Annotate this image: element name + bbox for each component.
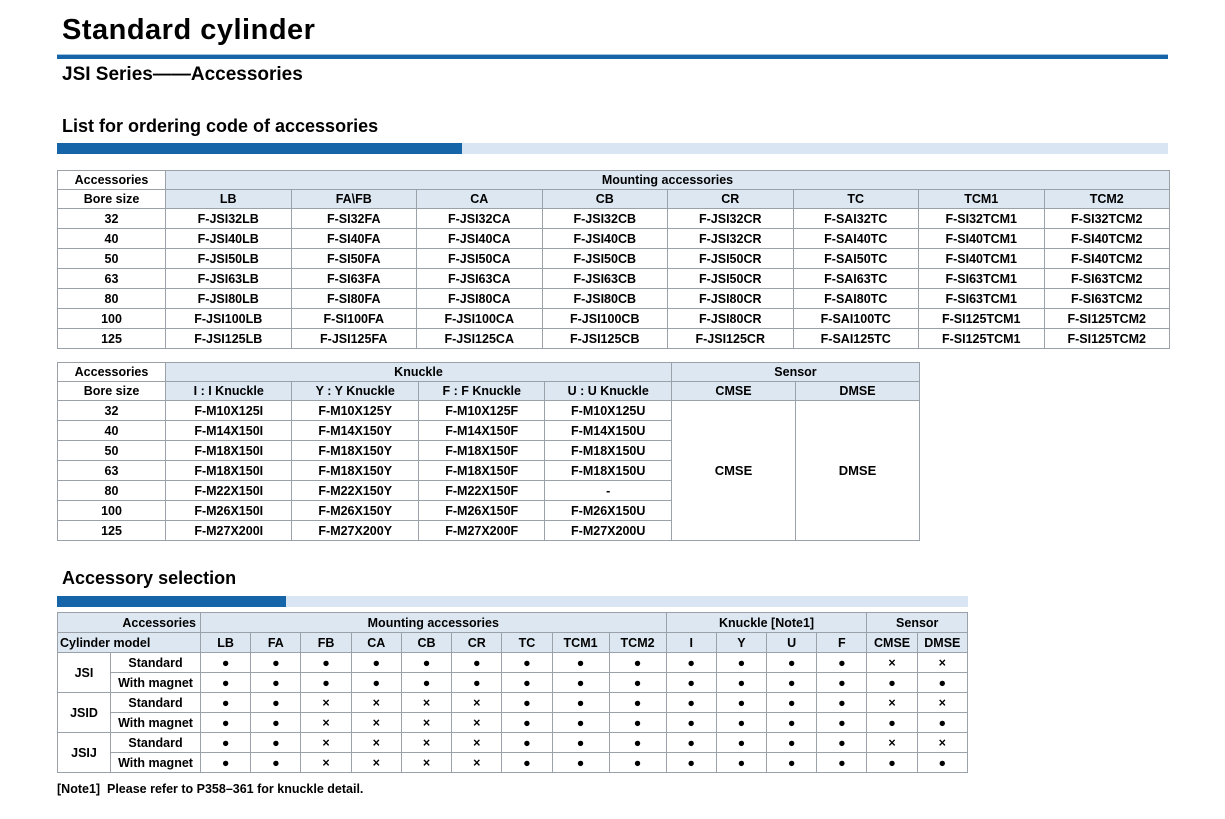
order-code-cell: F-SAI80TC — [793, 289, 919, 309]
order-code-cell: F-SI40TCM2 — [1044, 249, 1170, 269]
order-code-cell: F-SI40FA — [291, 229, 417, 249]
column-header: CB — [401, 633, 451, 653]
order-code-cell: F-M27X200Y — [292, 521, 418, 541]
availability-mark-cell: ● — [552, 733, 609, 753]
order-code-cell: F-M14X150F — [418, 421, 544, 441]
bore-size-cell: 63 — [58, 269, 166, 289]
footnote: [Note1] Please refer to P358–361 for knuckle detail. — [57, 782, 364, 796]
availability-mark-cell: × — [301, 693, 351, 713]
page-title: Standard cylinder — [62, 14, 316, 46]
availability-mark-cell: ● — [251, 733, 301, 753]
column-header: U — [767, 633, 817, 653]
column-header-row — [58, 382, 920, 401]
order-code-cell: F-JSI100LB — [166, 309, 292, 329]
availability-mark-cell: × — [452, 753, 502, 773]
order-code-cell: F-JSI32CB — [542, 209, 668, 229]
corner-accessories-label: Accessories — [58, 613, 201, 633]
table-row — [58, 329, 1170, 349]
order-code-cell: F-JSI50LB — [166, 249, 292, 269]
availability-mark-cell: ● — [201, 753, 251, 773]
order-code-cell: F-M18X150F — [418, 461, 544, 481]
order-code-cell: F-SI63TCM1 — [919, 269, 1045, 289]
column-header: TCM2 — [1044, 190, 1170, 209]
order-code-cell: F-JSI50CR — [668, 269, 794, 289]
order-code-cell: F-JSI50CA — [417, 249, 543, 269]
column-header: LB — [166, 190, 292, 209]
column-header: LB — [201, 633, 251, 653]
order-code-cell: F-SI32TCM2 — [1044, 209, 1170, 229]
column-header: CR — [452, 633, 502, 653]
order-code-cell: F-M14X150Y — [292, 421, 418, 441]
availability-mark-cell: ● — [716, 673, 766, 693]
variant-type-cell: With magnet — [111, 673, 201, 693]
table-row — [58, 309, 1170, 329]
order-code-cell: F-SI63TCM2 — [1044, 289, 1170, 309]
availability-mark-cell: ● — [767, 673, 817, 693]
order-code-cell: F-SI32FA — [291, 209, 417, 229]
bore-size-cell: 50 — [58, 441, 166, 461]
bore-size-cell: 100 — [58, 501, 166, 521]
availability-mark-cell: ● — [666, 753, 716, 773]
title-rule — [57, 54, 1168, 59]
knuckle-sensor-table — [57, 362, 920, 541]
order-code-cell: F-SI40TCM1 — [919, 229, 1045, 249]
order-code-cell: F-M18X150U — [545, 441, 672, 461]
availability-mark-cell: ● — [767, 733, 817, 753]
availability-mark-cell: ● — [609, 673, 666, 693]
variant-type-cell: Standard — [111, 693, 201, 713]
availability-mark-cell: ● — [502, 653, 552, 673]
table-row — [58, 753, 968, 773]
availability-mark-cell: ● — [716, 693, 766, 713]
sensor-dmse-cell: DMSE — [795, 401, 919, 541]
bore-size-cell: 100 — [58, 309, 166, 329]
availability-mark-cell: × — [301, 713, 351, 733]
table-row — [58, 229, 1170, 249]
column-header: U : U Knuckle — [545, 382, 672, 401]
table-row — [58, 673, 968, 693]
availability-mark-cell: ● — [917, 713, 967, 733]
column-header: CMSE — [671, 382, 795, 401]
variant-type-cell: With magnet — [111, 713, 201, 733]
bore-size-cell: 40 — [58, 229, 166, 249]
availability-mark-cell: × — [351, 693, 401, 713]
order-code-cell: F-M14X150I — [166, 421, 292, 441]
availability-mark-cell: × — [401, 713, 451, 733]
order-code-cell: F-SAI100TC — [793, 309, 919, 329]
corner-cylinder-model-label: Cylinder model — [58, 633, 201, 653]
order-code-cell: F-JSI40LB — [166, 229, 292, 249]
corner-accessories-label: Accessories — [58, 363, 166, 382]
availability-mark-cell: × — [351, 713, 401, 733]
availability-mark-cell: ● — [552, 753, 609, 773]
order-code-cell: F-JSI50CB — [542, 249, 668, 269]
availability-mark-cell: ● — [817, 713, 867, 733]
availability-mark-cell: ● — [351, 673, 401, 693]
column-header: TCM1 — [919, 190, 1045, 209]
availability-mark-cell: ● — [716, 753, 766, 773]
column-header: F : F Knuckle — [418, 382, 544, 401]
availability-mark-cell: ● — [917, 753, 967, 773]
column-header: DMSE — [795, 382, 919, 401]
bore-size-cell: 125 — [58, 521, 166, 541]
availability-mark-cell: × — [917, 653, 967, 673]
availability-mark-cell: × — [452, 713, 502, 733]
availability-mark-cell: ● — [401, 673, 451, 693]
availability-mark-cell: ● — [502, 753, 552, 773]
bore-size-cell: 32 — [58, 401, 166, 421]
availability-mark-cell: ● — [502, 713, 552, 733]
availability-mark-cell: ● — [716, 733, 766, 753]
column-header: FA — [251, 633, 301, 653]
bar-dark-segment — [57, 143, 462, 154]
order-code-cell: F-SI40TCM1 — [919, 249, 1045, 269]
sensor-group-header: Sensor — [671, 363, 919, 382]
order-code-cell: F-JSI125LB — [166, 329, 292, 349]
column-header: CMSE — [867, 633, 917, 653]
availability-mark-cell: ● — [716, 653, 766, 673]
availability-mark-cell: ● — [201, 653, 251, 673]
order-code-cell: F-M18X150Y — [292, 441, 418, 461]
availability-mark-cell: × — [351, 753, 401, 773]
availability-mark-cell: × — [917, 733, 967, 753]
availability-mark-cell: ● — [251, 673, 301, 693]
availability-mark-cell: ● — [817, 693, 867, 713]
column-header: Y — [716, 633, 766, 653]
availability-mark-cell: ● — [666, 673, 716, 693]
column-header: TC — [502, 633, 552, 653]
order-code-cell: F-M26X150F — [418, 501, 544, 521]
order-code-cell: F-M18X150I — [166, 461, 292, 481]
order-code-cell: F-SI125TCM1 — [919, 309, 1045, 329]
group-header: Sensor — [867, 613, 968, 633]
availability-mark-cell: ● — [251, 753, 301, 773]
bar-light-segment — [462, 143, 1168, 154]
availability-mark-cell: ● — [552, 713, 609, 733]
order-code-cell: F-SI32TCM1 — [919, 209, 1045, 229]
order-code-cell: F-M27X200F — [418, 521, 544, 541]
availability-mark-cell: ● — [716, 713, 766, 733]
sensor-cmse-cell: CMSE — [671, 401, 795, 541]
availability-mark-cell: ● — [609, 713, 666, 733]
availability-mark-cell: ● — [201, 713, 251, 733]
availability-mark-cell: ● — [502, 673, 552, 693]
column-header: I : I Knuckle — [166, 382, 292, 401]
column-header: FA\FB — [291, 190, 417, 209]
column-header-row — [58, 633, 968, 653]
order-code-cell: F-JSI80LB — [166, 289, 292, 309]
availability-mark-cell: ● — [817, 653, 867, 673]
table-row — [58, 209, 1170, 229]
bore-size-cell: 40 — [58, 421, 166, 441]
section-title-accessory-selection: Accessory selection — [62, 568, 237, 588]
bore-size-cell: 50 — [58, 249, 166, 269]
knuckle-group-header: Knuckle — [166, 363, 672, 382]
availability-mark-cell: ● — [817, 673, 867, 693]
order-code-cell: F-SI125TCM2 — [1044, 329, 1170, 349]
mounting-accessories-group-header: Mounting accessories — [166, 171, 1170, 190]
availability-mark-cell: ● — [552, 673, 609, 693]
table-row — [58, 693, 968, 713]
group-header-row — [58, 363, 920, 382]
order-code-cell: F-JSI32CA — [417, 209, 543, 229]
corner-accessories-label: Accessories — [58, 171, 166, 190]
order-code-cell: F-SI63TCM1 — [919, 289, 1045, 309]
mounting-accessories-table — [57, 170, 1170, 349]
availability-mark-cell: ● — [502, 693, 552, 713]
bore-size-cell: 32 — [58, 209, 166, 229]
column-header: F — [817, 633, 867, 653]
order-code-cell: - — [545, 481, 672, 501]
availability-mark-cell: ● — [767, 693, 817, 713]
order-code-cell: F-SAI50TC — [793, 249, 919, 269]
order-code-cell: F-SI125TCM1 — [919, 329, 1045, 349]
availability-mark-cell: ● — [251, 713, 301, 733]
availability-mark-cell: ● — [452, 673, 502, 693]
order-code-cell: F-SI50FA — [291, 249, 417, 269]
availability-mark-cell: ● — [867, 753, 917, 773]
order-code-cell: F-M10X125F — [418, 401, 544, 421]
availability-mark-cell: × — [452, 733, 502, 753]
bar-dark-segment — [57, 596, 286, 607]
order-code-cell: F-M18X150F — [418, 441, 544, 461]
availability-mark-cell: × — [867, 693, 917, 713]
availability-mark-cell: ● — [666, 693, 716, 713]
table-row — [58, 401, 920, 421]
variant-type-cell: Standard — [111, 653, 201, 673]
bore-size-cell: 125 — [58, 329, 166, 349]
availability-mark-cell: ● — [817, 733, 867, 753]
availability-mark-cell: ● — [552, 693, 609, 713]
table-row — [58, 733, 968, 753]
order-code-cell: F-SI100FA — [291, 309, 417, 329]
group-header-row — [58, 171, 1170, 190]
order-code-cell: F-JSI63CB — [542, 269, 668, 289]
table-row — [58, 269, 1170, 289]
availability-mark-cell: ● — [609, 733, 666, 753]
order-code-cell: F-M26X150Y — [292, 501, 418, 521]
availability-mark-cell: ● — [609, 753, 666, 773]
bore-size-cell: 80 — [58, 289, 166, 309]
column-header: TCM1 — [552, 633, 609, 653]
availability-mark-cell: × — [401, 693, 451, 713]
availability-mark-cell: ● — [817, 753, 867, 773]
availability-mark-cell: ● — [351, 653, 401, 673]
availability-mark-cell: ● — [867, 673, 917, 693]
order-code-cell: F-M22X150Y — [292, 481, 418, 501]
availability-mark-cell: × — [301, 753, 351, 773]
order-code-cell: F-SI63TCM2 — [1044, 269, 1170, 289]
availability-mark-cell: × — [401, 753, 451, 773]
order-code-cell: F-JSI80CB — [542, 289, 668, 309]
cylinder-model-cell: JSI — [58, 653, 111, 693]
order-code-cell: F-JSI63LB — [166, 269, 292, 289]
order-code-cell: F-JSI40CB — [542, 229, 668, 249]
bore-size-cell: 80 — [58, 481, 166, 501]
availability-mark-cell: ● — [917, 673, 967, 693]
order-code-cell: F-SI63FA — [291, 269, 417, 289]
table-row — [58, 713, 968, 733]
availability-mark-cell: ● — [767, 753, 817, 773]
availability-mark-cell: ● — [666, 653, 716, 673]
availability-mark-cell: ● — [666, 733, 716, 753]
corner-bore-size-label: Bore size — [58, 382, 166, 401]
bar-light-segment — [286, 596, 968, 607]
order-code-cell: F-SAI125TC — [793, 329, 919, 349]
column-header: TC — [793, 190, 919, 209]
column-header: CR — [668, 190, 794, 209]
availability-mark-cell: ● — [401, 653, 451, 673]
availability-mark-cell: ● — [666, 713, 716, 733]
availability-mark-cell: ● — [767, 713, 817, 733]
order-code-cell: F-SI80FA — [291, 289, 417, 309]
table-row — [58, 653, 968, 673]
order-code-cell: F-JSI80CR — [668, 309, 794, 329]
order-code-cell: F-M18X150I — [166, 441, 292, 461]
order-code-cell: F-SAI63TC — [793, 269, 919, 289]
order-code-cell: F-JSI100CB — [542, 309, 668, 329]
section-underline-bar — [57, 143, 1168, 154]
order-code-cell: F-JSI63CA — [417, 269, 543, 289]
column-header-row — [58, 190, 1170, 209]
order-code-cell: F-M22X150F — [418, 481, 544, 501]
order-code-cell: F-M18X150Y — [292, 461, 418, 481]
availability-mark-cell: ● — [201, 733, 251, 753]
order-code-cell: F-JSI32CR — [668, 229, 794, 249]
cylinder-model-cell: JSIJ — [58, 733, 111, 773]
order-code-cell: F-JSI80CA — [417, 289, 543, 309]
order-code-cell: F-M14X150U — [545, 421, 672, 441]
column-header: I — [666, 633, 716, 653]
order-code-cell: F-SI125TCM2 — [1044, 309, 1170, 329]
order-code-cell: F-SI40TCM2 — [1044, 229, 1170, 249]
column-header: FB — [301, 633, 351, 653]
corner-bore-size-label: Bore size — [58, 190, 166, 209]
availability-mark-cell: ● — [201, 673, 251, 693]
order-code-cell: F-M10X125Y — [292, 401, 418, 421]
availability-mark-cell: ● — [609, 653, 666, 673]
availability-mark-cell: × — [917, 693, 967, 713]
order-code-cell: F-JSI100CA — [417, 309, 543, 329]
group-header: Mounting accessories — [201, 613, 667, 633]
availability-mark-cell: ● — [502, 733, 552, 753]
accessory-selection-table — [57, 612, 968, 773]
section-title-ordering-code: List for ordering code of accessories — [62, 116, 379, 136]
availability-mark-cell: ● — [609, 693, 666, 713]
column-header: DMSE — [917, 633, 967, 653]
availability-mark-cell: ● — [251, 693, 301, 713]
order-code-cell: F-M22X150I — [166, 481, 292, 501]
order-code-cell: F-M10X125U — [545, 401, 672, 421]
availability-mark-cell: ● — [301, 653, 351, 673]
order-code-cell: F-JSI125FA — [291, 329, 417, 349]
cylinder-model-cell: JSID — [58, 693, 111, 733]
availability-mark-cell: ● — [201, 693, 251, 713]
variant-type-cell: Standard — [111, 733, 201, 753]
column-header: CA — [351, 633, 401, 653]
table-row — [58, 249, 1170, 269]
availability-mark-cell: ● — [251, 653, 301, 673]
group-header: Knuckle [Note1] — [666, 613, 867, 633]
column-header: CB — [542, 190, 668, 209]
availability-mark-cell: ● — [867, 713, 917, 733]
column-header: TCM2 — [609, 633, 666, 653]
availability-mark-cell: × — [867, 733, 917, 753]
variant-type-cell: With magnet — [111, 753, 201, 773]
availability-mark-cell: ● — [452, 653, 502, 673]
order-code-cell: F-M18X150U — [545, 461, 672, 481]
availability-mark-cell: × — [401, 733, 451, 753]
order-code-cell: F-JSI125CR — [668, 329, 794, 349]
order-code-cell: F-M27X200U — [545, 521, 672, 541]
series-subtitle: JSI Series——Accessories — [62, 64, 303, 85]
availability-mark-cell: ● — [767, 653, 817, 673]
availability-mark-cell: ● — [552, 653, 609, 673]
order-code-cell: F-SAI32TC — [793, 209, 919, 229]
availability-mark-cell: × — [867, 653, 917, 673]
order-code-cell: F-JSI125CB — [542, 329, 668, 349]
group-header-row — [58, 613, 968, 633]
availability-mark-cell: × — [351, 733, 401, 753]
order-code-cell: F-JSI40CA — [417, 229, 543, 249]
column-header: Y : Y Knuckle — [292, 382, 418, 401]
availability-mark-cell: × — [301, 733, 351, 753]
order-code-cell: F-JSI50CR — [668, 249, 794, 269]
availability-mark-cell: × — [452, 693, 502, 713]
availability-mark-cell: ● — [301, 673, 351, 693]
order-code-cell: F-M10X125I — [166, 401, 292, 421]
order-code-cell: F-SAI40TC — [793, 229, 919, 249]
order-code-cell: F-M27X200I — [166, 521, 292, 541]
table-row — [58, 289, 1170, 309]
order-code-cell: F-M26X150I — [166, 501, 292, 521]
order-code-cell: F-JSI32CR — [668, 209, 794, 229]
order-code-cell: F-JSI32LB — [166, 209, 292, 229]
order-code-cell: F-M26X150U — [545, 501, 672, 521]
section-underline-bar — [57, 596, 968, 607]
order-code-cell: F-JSI125CA — [417, 329, 543, 349]
order-code-cell: F-JSI80CR — [668, 289, 794, 309]
bore-size-cell: 63 — [58, 461, 166, 481]
column-header: CA — [417, 190, 543, 209]
